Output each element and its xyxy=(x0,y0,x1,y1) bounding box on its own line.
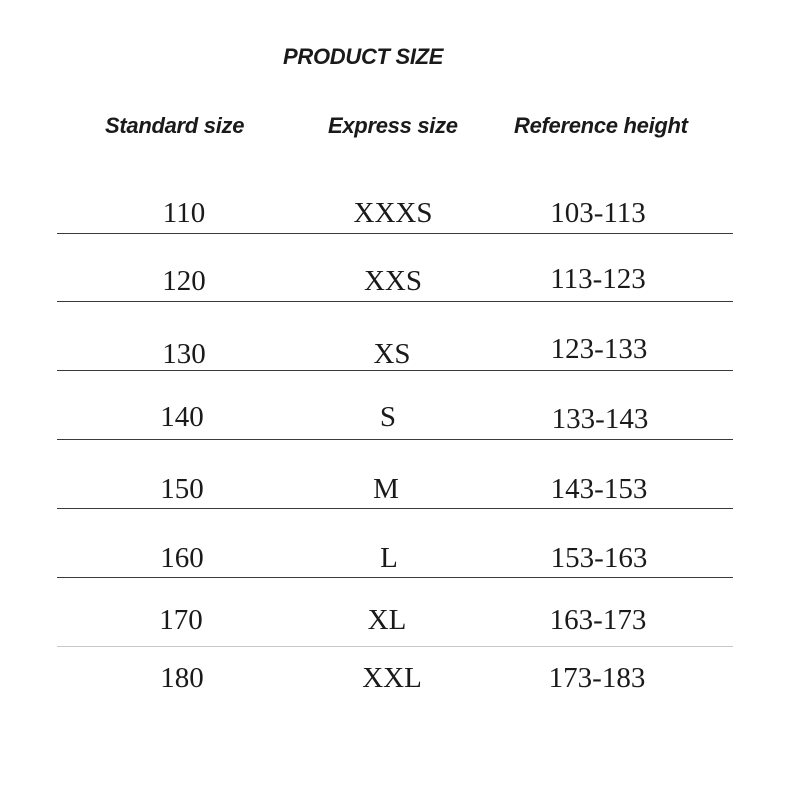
row-divider xyxy=(57,439,733,440)
cell-express-size: L xyxy=(380,542,398,574)
row-divider xyxy=(57,370,733,371)
cell-reference-height: 163-173 xyxy=(549,604,647,636)
cell-reference-height: 173-183 xyxy=(548,662,646,694)
cell-standard-size: 110 xyxy=(162,197,206,229)
cell-express-size: M xyxy=(373,473,399,505)
header-express-size: Express size xyxy=(328,113,458,138)
cell-express-size: XS xyxy=(373,338,411,370)
cell-express-size: S xyxy=(379,401,397,433)
header-standard-size: Standard size xyxy=(105,113,245,138)
cell-reference-height: 153-163 xyxy=(550,542,648,574)
row-divider xyxy=(57,508,733,509)
cell-reference-height: 133-143 xyxy=(551,403,649,435)
cell-reference-height: 113-123 xyxy=(550,263,646,295)
cell-standard-size: 170 xyxy=(159,604,203,636)
cell-express-size: XXXS xyxy=(353,197,433,229)
cell-standard-size: 130 xyxy=(162,338,206,370)
cell-reference-height: 123-133 xyxy=(550,333,648,365)
cell-standard-size: 120 xyxy=(162,265,206,297)
row-divider xyxy=(57,577,733,578)
cell-express-size: XL xyxy=(367,604,407,636)
cell-standard-size: 140 xyxy=(160,401,204,433)
cell-reference-height: 143-153 xyxy=(550,473,648,505)
chart-title: PRODUCT SIZE xyxy=(283,44,444,69)
row-divider xyxy=(57,301,733,302)
row-divider xyxy=(57,646,733,647)
cell-reference-height: 103-113 xyxy=(550,197,646,229)
row-divider xyxy=(57,233,733,234)
header-reference-height: Reference height xyxy=(514,113,688,138)
cell-standard-size: 180 xyxy=(160,662,204,694)
cell-standard-size: 150 xyxy=(160,473,204,505)
cell-express-size: XXS xyxy=(363,265,423,297)
cell-express-size: XXL xyxy=(362,662,422,694)
cell-standard-size: 160 xyxy=(160,542,204,574)
